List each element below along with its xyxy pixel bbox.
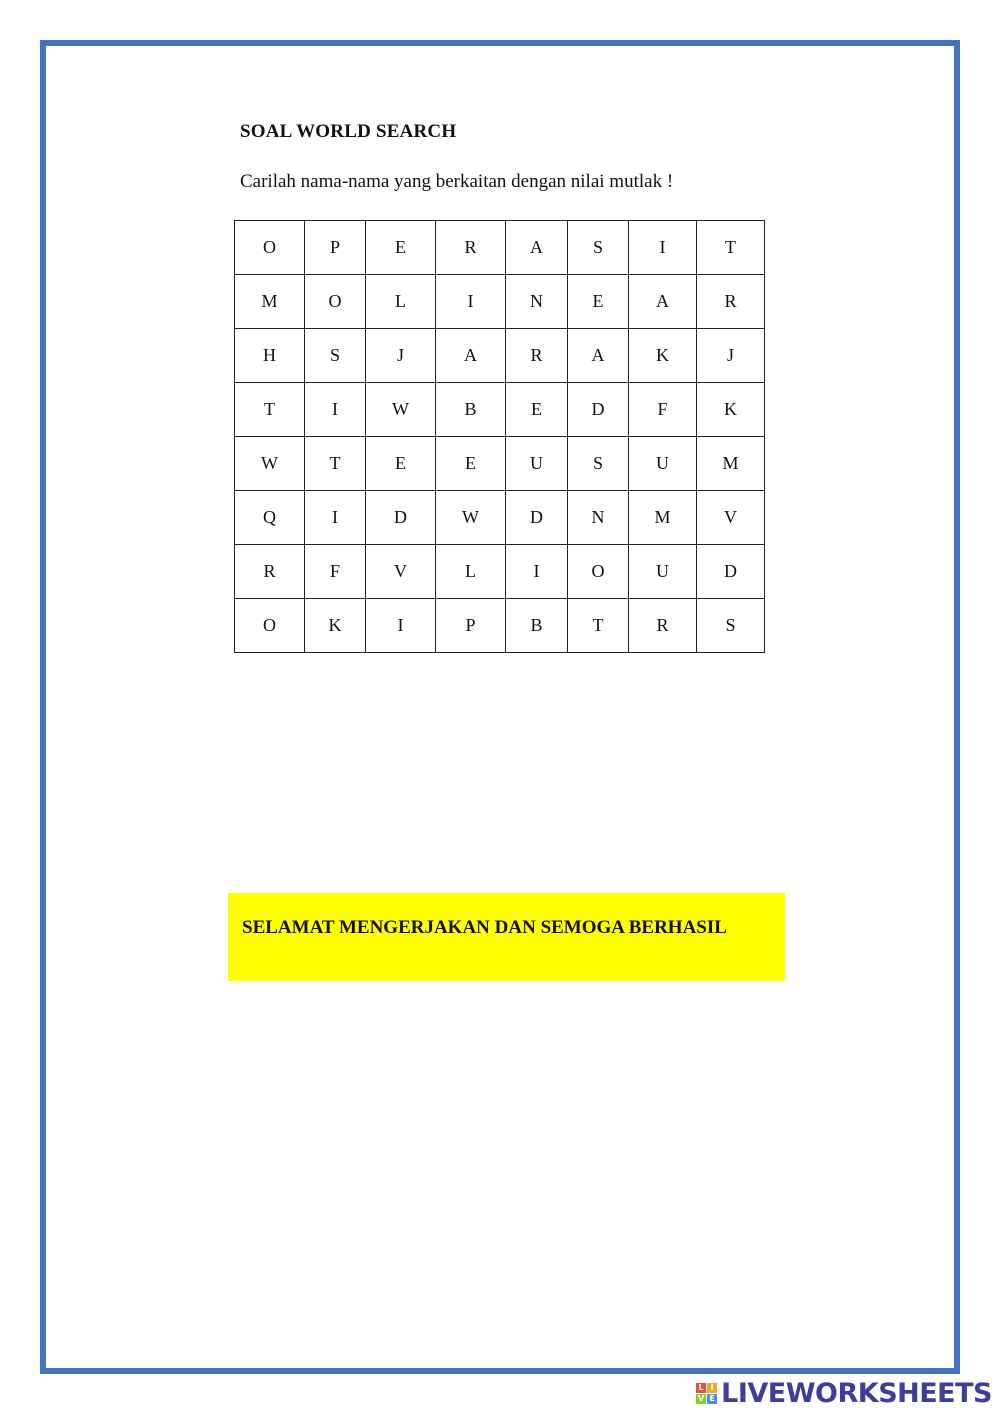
grid-cell: D [568, 383, 629, 437]
grid-cell: V [366, 545, 436, 599]
logo-tile: L [696, 1383, 706, 1393]
word-search-grid [234, 220, 765, 653]
grid-row [235, 383, 765, 437]
grid-cell: T [235, 383, 305, 437]
grid-cell: A [506, 221, 568, 275]
grid-cell: W [366, 383, 436, 437]
grid-cell: O [305, 275, 366, 329]
grid-cell: P [305, 221, 366, 275]
grid-cell: U [629, 545, 697, 599]
grid-row [235, 599, 765, 653]
grid-cell: S [568, 437, 629, 491]
logo-tile: I [707, 1383, 717, 1393]
grid-cell: F [305, 545, 366, 599]
grid-cell: S [568, 221, 629, 275]
grid-cell: O [235, 599, 305, 653]
grid-cell: B [506, 599, 568, 653]
grid-cell: W [235, 437, 305, 491]
grid-cell: J [697, 329, 765, 383]
grid-row [235, 275, 765, 329]
grid-cell: V [697, 491, 765, 545]
closing-banner-text: SELAMAT MENGERJAKAN DAN SEMOGA BERHASIL [242, 917, 727, 938]
grid-cell: I [506, 545, 568, 599]
grid-cell: R [235, 545, 305, 599]
grid-cell: Q [235, 491, 305, 545]
grid-row [235, 545, 765, 599]
grid-cell: I [305, 491, 366, 545]
grid-cell: T [305, 437, 366, 491]
grid-cell: P [436, 599, 506, 653]
worksheet-title: SOAL WORLD SEARCH [240, 121, 457, 142]
grid-cell: K [629, 329, 697, 383]
grid-cell: T [568, 599, 629, 653]
grid-cell: R [436, 221, 506, 275]
grid-cell: S [697, 599, 765, 653]
grid-cell: I [305, 383, 366, 437]
grid-cell: A [436, 329, 506, 383]
grid-cell: L [366, 275, 436, 329]
liveworksheets-logo-icon [696, 1383, 717, 1404]
grid-cell: L [436, 545, 506, 599]
grid-cell: E [366, 437, 436, 491]
grid-cell: N [506, 275, 568, 329]
logo-tile: V [698, 1394, 705, 1403]
grid-cell: E [436, 437, 506, 491]
grid-cell: I [629, 221, 697, 275]
closing-banner [228, 893, 785, 981]
liveworksheets-brand [696, 1378, 992, 1409]
grid-cell: E [506, 383, 568, 437]
grid-cell: K [697, 383, 765, 437]
grid-cell: I [436, 275, 506, 329]
grid-cell: R [697, 275, 765, 329]
grid-cell: E [366, 221, 436, 275]
grid-cell: M [235, 275, 305, 329]
grid-row [235, 437, 765, 491]
grid-cell: K [305, 599, 366, 653]
grid-cell: U [506, 437, 568, 491]
logo-tile: E [707, 1394, 717, 1404]
grid-cell: O [235, 221, 305, 275]
grid-cell: B [436, 383, 506, 437]
grid-cell: N [568, 491, 629, 545]
grid-cell: F [629, 383, 697, 437]
grid-cell: T [697, 221, 765, 275]
grid-cell: W [436, 491, 506, 545]
grid-cell: M [697, 437, 765, 491]
grid-cell: D [506, 491, 568, 545]
grid-cell: H [235, 329, 305, 383]
grid-cell: M [629, 491, 697, 545]
grid-row [235, 221, 765, 275]
grid-row [235, 329, 765, 383]
grid-cell: A [629, 275, 697, 329]
grid-cell: J [366, 329, 436, 383]
instruction-text: Carilah nama-nama yang berkaitan dengan nilai mutlak ! [240, 171, 674, 192]
grid-cell: D [366, 491, 436, 545]
grid-row [235, 491, 765, 545]
grid-cell: R [506, 329, 568, 383]
grid-cell: D [697, 545, 765, 599]
grid-cell: I [366, 599, 436, 653]
grid-cell: S [305, 329, 366, 383]
grid-cell: R [629, 599, 697, 653]
grid-cell: A [568, 329, 629, 383]
grid-cell: U [629, 437, 697, 491]
grid-cell: E [568, 275, 629, 329]
grid-cell: O [568, 545, 629, 599]
brand-name: LIVEWORKSHEETS [721, 1378, 992, 1409]
